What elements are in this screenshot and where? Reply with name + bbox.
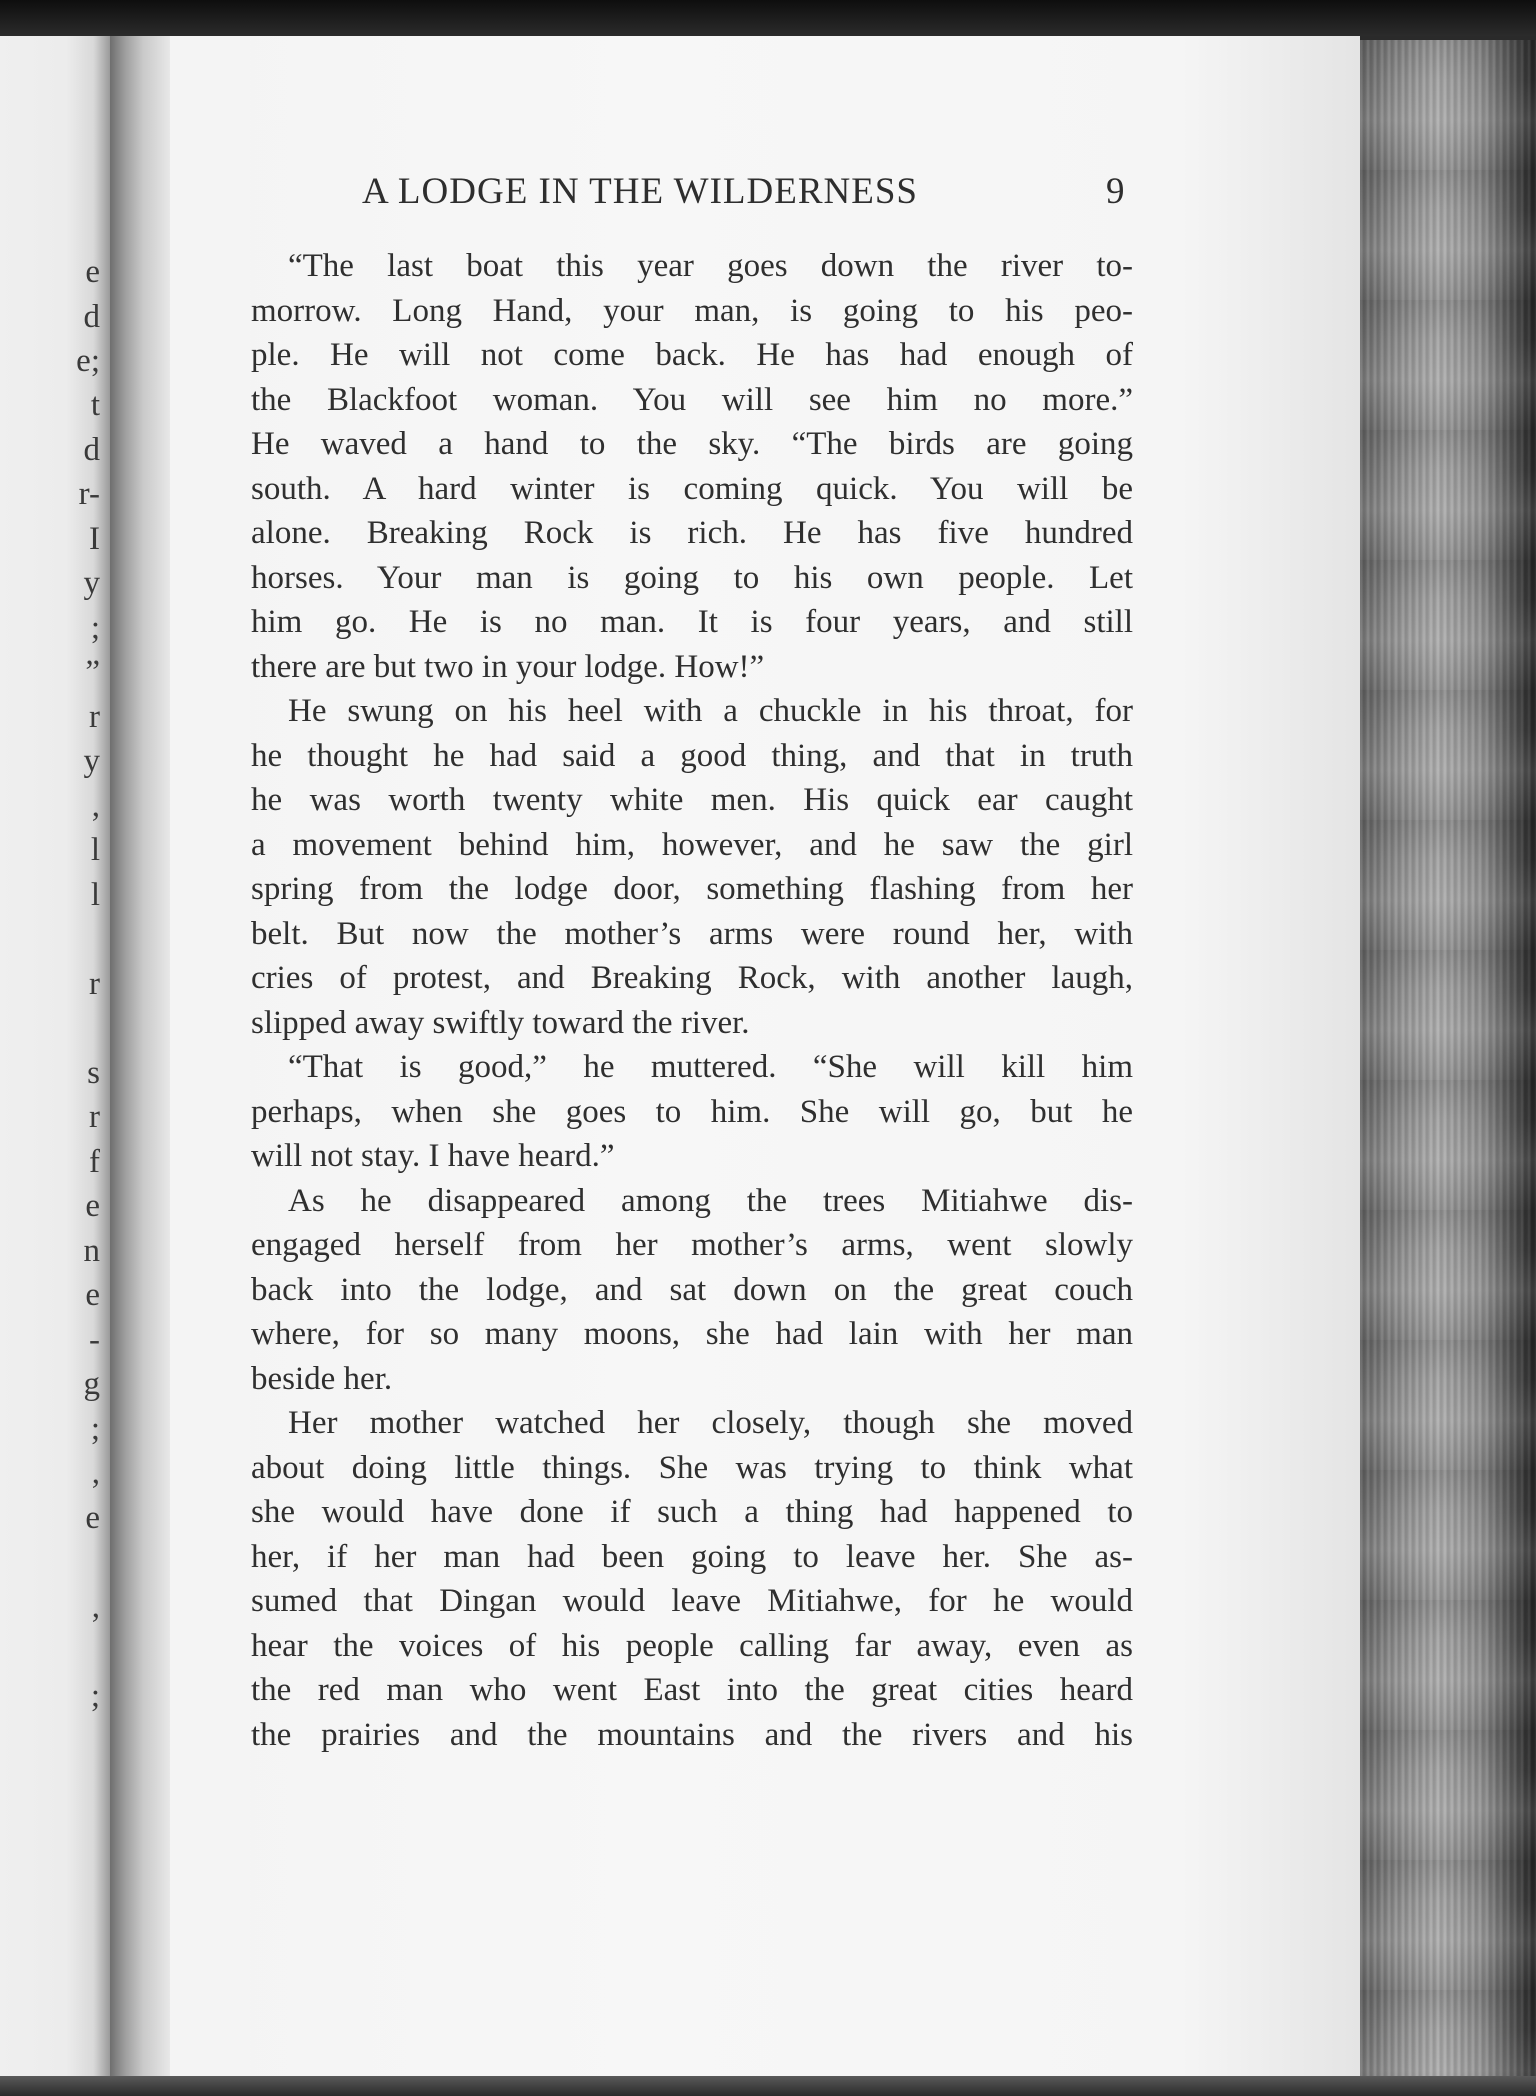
page-number: 9 xyxy=(1106,171,1125,212)
left-page-fragment: e xyxy=(85,1188,100,1224)
bottom-edge-shadow xyxy=(0,2076,1536,2096)
left-page-fragment: r xyxy=(89,699,100,735)
text-line: alone. Breaking Rock is rich. He has five hundred xyxy=(251,515,1133,551)
text-line: belt. But now the mother’s arms were round her, with xyxy=(251,916,1133,952)
left-page-fragment: e; xyxy=(76,343,100,379)
text-line: “The last boat this year goes down the river to- xyxy=(288,248,1133,284)
text-line: Her mother watched her closely, though she moved xyxy=(288,1405,1133,1441)
left-page-fragment: , xyxy=(91,788,100,824)
text-line: about doing little things. She was trying to think what xyxy=(251,1450,1133,1486)
left-page-fragment: g xyxy=(83,1366,100,1402)
text-line: south. A hard winter is coming quick. You will be xyxy=(251,471,1133,507)
text-line: slipped away swiftly toward the river. xyxy=(251,1005,750,1041)
text-line: He waved a hand to the sky. “The birds are going xyxy=(251,426,1133,462)
left-page-fragment: e xyxy=(85,1277,100,1313)
text-line: she would have done if such a thing had happened to xyxy=(251,1494,1133,1530)
text-line: beside her. xyxy=(251,1361,393,1397)
running-head: A LODGE IN THE WILDERNESS xyxy=(362,171,918,212)
left-page-fragment: , xyxy=(91,1455,100,1491)
left-page-fragment: e xyxy=(85,254,100,290)
text-line: perhaps, when she goes to him. She will go, but he xyxy=(251,1094,1133,1130)
text-line: the Blackfoot woman. You will see him no more.” xyxy=(251,382,1133,418)
book-gutter xyxy=(110,36,170,2076)
text-line: back into the lodge, and sat down on the great couch xyxy=(251,1272,1133,1308)
left-page-fragment: e xyxy=(85,1500,100,1536)
top-edge-shadow xyxy=(0,0,1536,36)
left-page-fragment: r xyxy=(89,966,100,1002)
text-line: spring from the lodge door, something flashing from her xyxy=(251,871,1133,907)
left-page-fragment: ; xyxy=(90,610,100,646)
text-line: As he disappeared among the trees Mitiahwe dis- xyxy=(288,1183,1133,1219)
text-line: will not stay. I have heard.” xyxy=(251,1138,615,1174)
text-line: hear the voices of his people calling far away, even as xyxy=(251,1628,1133,1664)
left-page-fragment: I xyxy=(89,521,100,557)
text-line: engaged herself from her mother’s arms, went slowly xyxy=(251,1227,1133,1263)
text-line: morrow. Long Hand, your man, is going to his peo- xyxy=(251,293,1133,329)
left-page-fragment: r xyxy=(89,1099,100,1135)
left-page-fragment: l xyxy=(90,877,100,913)
left-page-fragment: d xyxy=(83,432,100,468)
text-line: the prairies and the mountains and the rivers and his xyxy=(251,1717,1133,1753)
text-line: the red man who went East into the great cities heard xyxy=(251,1672,1133,1708)
text-line: there are but two in your lodge. How!” xyxy=(251,649,765,685)
text-line: “That is good,” he muttered. “She will kill him xyxy=(288,1049,1133,1085)
text-line: sumed that Dingan would leave Mitiahwe, for he would xyxy=(251,1583,1133,1619)
left-page-fragment: , xyxy=(91,1589,100,1625)
left-page-fragment: ” xyxy=(85,654,100,690)
text-line: where, for so many moons, she had lain with her man xyxy=(251,1316,1133,1352)
text-line: he was worth twenty white men. His quick ear caught xyxy=(251,782,1133,818)
text-line: cries of protest, and Breaking Rock, with another laugh, xyxy=(251,960,1133,996)
left-page-fragment: f xyxy=(89,1144,100,1180)
left-facing-page xyxy=(0,36,110,2076)
left-page-fragment: l xyxy=(90,832,100,868)
left-page-fragment: y xyxy=(83,743,100,779)
text-line: her, if her man had been going to leave her. She as- xyxy=(251,1539,1133,1575)
text-line: He swung on his heel with a chuckle in his throat, for xyxy=(288,693,1133,729)
left-page-fragment: y xyxy=(83,565,100,601)
left-page-fragment: d xyxy=(83,299,100,335)
left-page-fragment: - xyxy=(89,1322,100,1358)
left-page-fragment: ; xyxy=(90,1411,100,1447)
text-line: ple. He will not come back. He has had enough of xyxy=(251,337,1133,373)
left-page-fragment: t xyxy=(90,387,100,423)
left-page-fragment: ; xyxy=(90,1678,100,1714)
text-line: a movement behind him, however, and he saw the girl xyxy=(251,827,1133,863)
left-page-fragment: n xyxy=(83,1233,100,1269)
left-page-fragment: s xyxy=(87,1055,100,1091)
text-line: he thought he had said a good thing, and that in truth xyxy=(251,738,1133,774)
page-block-edge xyxy=(1360,40,1536,2076)
text-line: him go. He is no man. It is four years, and still xyxy=(251,604,1133,640)
text-line: horses. Your man is going to his own people. Let xyxy=(251,560,1133,596)
left-page-fragment: r- xyxy=(78,476,100,512)
